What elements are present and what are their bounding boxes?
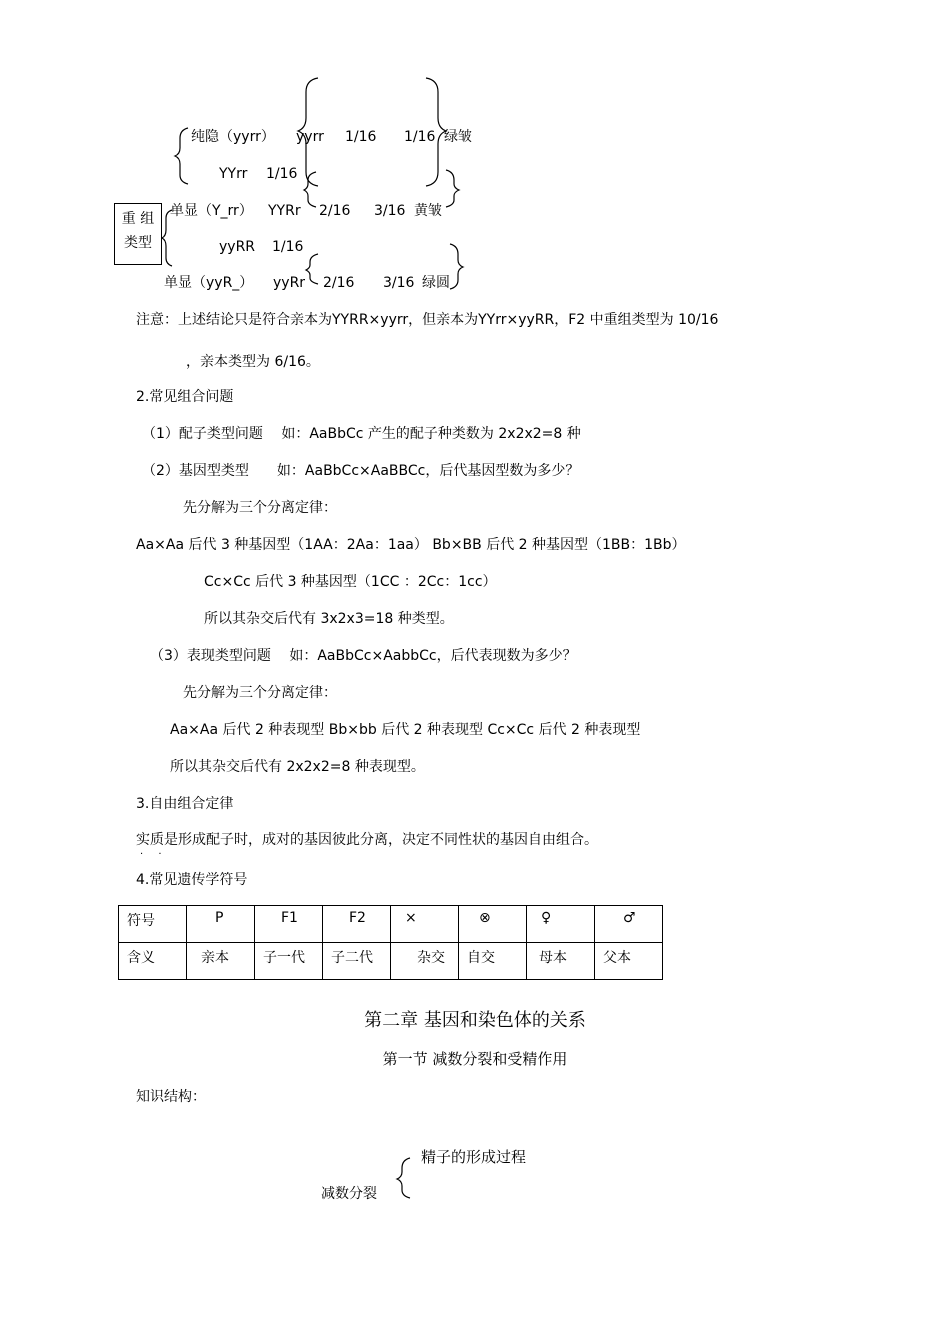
- genotype-step: 先分解为三个分离定律：: [183, 500, 337, 516]
- table-cell: 符号: [119, 906, 187, 943]
- single-dominant-2-genotype: yyRr: [273, 275, 306, 291]
- pure-recessive-sum: 1/16: [404, 129, 436, 145]
- table-cell: ×: [391, 906, 459, 943]
- table-cell: F1: [255, 906, 323, 943]
- emphasis-dots: · ·: [140, 849, 168, 860]
- note-line-1: 注意：上述结论只是符合亲本为YYRR×yyrr，但亲本为YYrr×yyRR，F2 中重组类型为 10/16: [136, 312, 719, 328]
- meanings-row: [119, 943, 663, 980]
- phenotype-result: 所以其杂交后代有 2x2x2=8 种表现型。: [170, 759, 425, 775]
- chapter-title: 第二章 基因和染色体的关系: [364, 1010, 586, 1031]
- single-dominant-1-label: 单显（Y_rr）: [170, 203, 253, 219]
- table-cell: 子二代: [323, 943, 391, 980]
- yyrr-ratio: 1/16: [266, 166, 298, 182]
- table-cell: 亲本: [187, 943, 255, 980]
- genotype-line-2: Cc×Cc 后代 3 种基因型（1CC ：2Cc：1cc）: [204, 574, 497, 590]
- table-cell: ♂: [595, 906, 663, 943]
- table-cell: 父本: [595, 943, 663, 980]
- single-dominant-1-sum: 3/16: [374, 203, 406, 219]
- pure-recessive-genotype: yyrr: [296, 129, 324, 145]
- gamete-question: （1）配子类型问题 如：AaBbCc 产生的配子种类数为 2x2x2=8 种: [142, 426, 581, 442]
- pure-recessive-label: 纯隐（yyrr）: [191, 129, 275, 145]
- single-dominant-1-genotype: YYRr: [268, 203, 301, 219]
- phenotype-question: （3）表现类型问题 如：AaBbCc×AabbCc，后代表现数为多少？: [150, 648, 577, 664]
- table-cell: ⊗: [459, 906, 527, 943]
- table-cell: 子一代: [255, 943, 323, 980]
- table-cell: F2: [323, 906, 391, 943]
- section2-title: 2.常见组合问题: [136, 389, 234, 405]
- single-dominant-2-sum: 3/16: [383, 275, 415, 291]
- sperm-formation-label: 精子的形成过程: [421, 1148, 527, 1166]
- brace-right-small-2: [450, 244, 463, 289]
- single-dominant-1-ratio: 2/16: [319, 203, 351, 219]
- brace-left-small-2: [306, 254, 318, 284]
- recombination-box-line1: 重 组: [121, 211, 155, 227]
- table-cell: ♀: [527, 906, 595, 943]
- table-cell: 自交: [459, 943, 527, 980]
- meiosis-label: 减数分裂: [321, 1186, 377, 1202]
- knowledge-structure-label: 知识结构：: [136, 1089, 206, 1105]
- pure-recessive-ratio: 1/16: [345, 129, 377, 145]
- table-cell: P: [187, 906, 255, 943]
- brace-left-small-1: [304, 172, 316, 207]
- brace-meiosis: [397, 1158, 410, 1198]
- genetic-symbols-table: [118, 905, 663, 980]
- symbols-row: [119, 906, 663, 943]
- yyRR-ratio: 1/16: [272, 239, 304, 255]
- single-dominant-2-ratio: 2/16: [323, 275, 355, 291]
- yyrr-genotype: YYrr: [219, 166, 248, 182]
- genotype-question: （2）基因型类型 如：AaBbCc×AaBBCc，后代基因型数为多少？: [142, 463, 580, 479]
- table-cell: 母本: [527, 943, 595, 980]
- genotype-result: 所以其杂交后代有 3x2x3=18 种类型。: [204, 611, 454, 627]
- table-cell: 含义: [119, 943, 187, 980]
- single-dominant-1-phenotype: 黄皱: [414, 203, 442, 219]
- table-cell: 杂交: [391, 943, 459, 980]
- pure-recessive-phenotype: 绿皱: [444, 129, 472, 145]
- single-dominant-2-label: 单显（yyR_）: [164, 275, 254, 291]
- recombination-type-box: [114, 203, 162, 265]
- brace-left-group: [175, 128, 188, 184]
- section-title: 第一节 减数分裂和受精作用: [382, 1050, 568, 1068]
- single-dominant-2-phenotype: 绿圆: [422, 275, 450, 291]
- genotype-line-1: Aa×Aa 后代 3 种基因型（1AA：2Aa：1aa） Bb×BB 后代 2 种基因型（1BB：1Bb）: [136, 537, 686, 553]
- phenotype-line-1: Aa×Aa 后代 2 种表现型 Bb×bb 后代 2 种表现型 Cc×Cc 后代 2 种表现型: [170, 722, 641, 738]
- yyRR-genotype: yyRR: [219, 239, 256, 255]
- section3-title: 3.自由组合定律: [136, 796, 234, 812]
- section4-title: 4.常见遗传学符号: [136, 872, 248, 888]
- section3-body: 实质是形成配子时，成对的基因彼此分离，决定不同性状的基因自由组合。: [136, 832, 598, 848]
- brace-right-small-1: [446, 170, 459, 207]
- note-line-2: ，亲本类型为 6/16。: [186, 354, 320, 370]
- phenotype-step: 先分解为三个分离定律：: [183, 685, 337, 701]
- recombination-box-line2: 类型: [124, 235, 152, 251]
